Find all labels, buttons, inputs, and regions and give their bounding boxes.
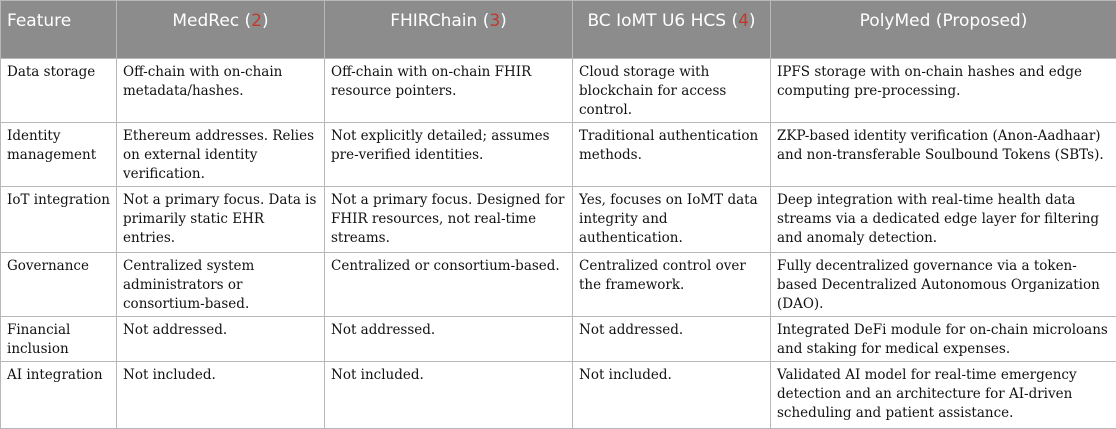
reference-link-4[interactable]: 4 — [738, 11, 749, 31]
cell-feature: Financial inclusion — [1, 317, 117, 362]
cell-bciomt: Not addressed. — [573, 317, 771, 362]
cell-medrec: Not addressed. — [117, 317, 325, 362]
cell-fhirchain: Not included. — [325, 362, 573, 429]
header-fhirchain-name: FHIRChain ( — [390, 11, 489, 31]
cell-medrec: Not a primary focus. Data is primarily static EHR entries. — [117, 187, 325, 253]
header-polymed: PolyMed (Proposed) — [771, 1, 1116, 59]
table-row — [1, 187, 1116, 253]
header-row — [1, 1, 1116, 59]
cell-polymed: IPFS storage with on-chain hashes and edge computing pre-processing. — [771, 59, 1116, 123]
table-row — [1, 59, 1116, 123]
cell-polymed: ZKP-based identity verification (Anon-Aadhaar) and non-transferable Soulbound Tokens (SBTs). — [771, 123, 1116, 187]
table-row — [1, 317, 1116, 362]
header-feature: Feature — [1, 1, 117, 59]
header-bciomt — [573, 1, 771, 59]
cell-bciomt: Cloud storage with blockchain for access control. — [573, 59, 771, 123]
cell-feature: Identity management — [1, 123, 117, 187]
cell-medrec: Not included. — [117, 362, 325, 429]
header-bciomt-name: BC IoMT U6 HCS ( — [587, 11, 738, 31]
cell-fhirchain: Centralized or consortium-based. — [325, 253, 573, 317]
cell-feature: IoT integration — [1, 187, 117, 253]
header-bciomt-close: ) — [749, 11, 756, 31]
cell-fhirchain: Not a primary focus. Designed for FHIR resources, not real-time streams. — [325, 187, 573, 253]
reference-link-3[interactable]: 3 — [489, 11, 500, 31]
cell-fhirchain: Not addressed. — [325, 317, 573, 362]
table-row — [1, 253, 1116, 317]
cell-bciomt: Traditional authentication methods. — [573, 123, 771, 187]
cell-polymed: Deep integration with real-time health data streams via a dedicated edge layer for filtering and anomaly detection. — [771, 187, 1116, 253]
cell-bciomt: Centralized control over the framework. — [573, 253, 771, 317]
cell-feature: Data storage — [1, 59, 117, 123]
cell-feature: AI integration — [1, 362, 117, 429]
cell-medrec: Off-chain with on-chain metadata/hashes. — [117, 59, 325, 123]
header-medrec-close: ) — [262, 11, 269, 31]
cell-polymed: Fully decentralized governance via a token-based Decentralized Autonomous Organization (DAO). — [771, 253, 1116, 317]
cell-medrec: Centralized system administrators or consortium-based. — [117, 253, 325, 317]
reference-link-2[interactable]: 2 — [251, 11, 262, 31]
table-row — [1, 362, 1116, 429]
table-row — [1, 123, 1116, 187]
cell-fhirchain: Not explicitly detailed; assumes pre-verified identities. — [325, 123, 573, 187]
cell-feature: Governance — [1, 253, 117, 317]
header-medrec — [117, 1, 325, 59]
cell-fhirchain: Off-chain with on-chain FHIR resource pointers. — [325, 59, 573, 123]
cell-medrec: Ethereum addresses. Relies on external identity verification. — [117, 123, 325, 187]
header-fhirchain — [325, 1, 573, 59]
cell-bciomt: Yes, focuses on IoMT data integrity and authentication. — [573, 187, 771, 253]
cell-polymed: Validated AI model for real-time emergency detection and an architecture for AI-driven scheduling and patient assistance. — [771, 362, 1116, 429]
table-header — [1, 1, 1116, 59]
header-medrec-name: MedRec ( — [172, 11, 251, 31]
cell-bciomt: Not included. — [573, 362, 771, 429]
cell-polymed: Integrated DeFi module for on-chain microloans and staking for medical expenses. — [771, 317, 1116, 362]
table-body — [1, 59, 1116, 429]
header-fhirchain-close: ) — [500, 11, 507, 31]
